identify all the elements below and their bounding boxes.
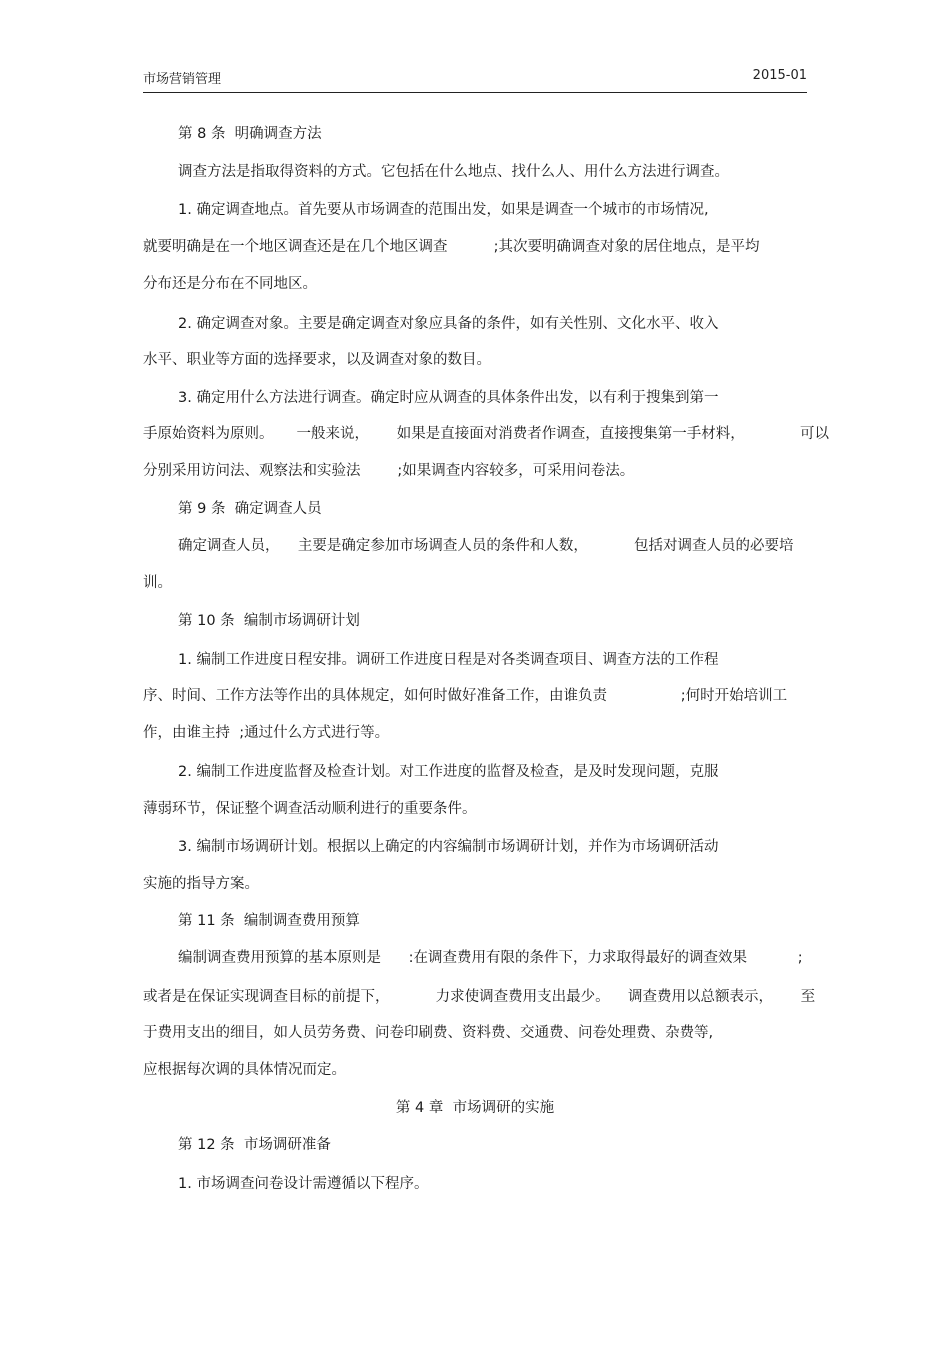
article-11-heading: 第 11 条 编制调查费用预算 <box>178 913 360 929</box>
page-header <box>143 68 807 93</box>
header-date: 2015-01 <box>752 68 807 83</box>
paragraph-line: 1. 确定调查地点。首先要从市场调查的范围出发，如果是调查一个城市的市场情况, <box>178 202 709 218</box>
paragraph-line: 编制调查费用预算的基本原则是 :在调查费用有限的条件下，力求取得最好的调查效果 ; <box>178 950 803 966</box>
paragraph-line: 或者是在保证实现调查目标的前提下， 力求使调查费用支出最少。 调查费用以总额表示， 至 <box>143 989 816 1005</box>
paragraph-line: 1. 编制工作进度日程安排。调研工作进度日程是对各类调查项目、调查方法的工作程 <box>178 652 719 668</box>
header-title: 市场营销管理 <box>143 72 222 87</box>
paragraph-line: 序、时间、工作方法等作出的具体规定，如何时做好准备工作，由谁负责 ;何时开始培训工 <box>143 688 788 704</box>
article-9-heading: 第 9 条 确定调查人员 <box>178 501 322 517</box>
paragraph-line: 分布还是分布在不同地区。 <box>143 276 317 292</box>
paragraph-line: 2. 编制工作进度监督及检查计划。对工作进度的监督及检查，是及时发现问题，克服 <box>178 764 719 780</box>
paragraph-line: 水平、职业等方面的选择要求，以及调查对象的数目。 <box>143 352 491 368</box>
paragraph-line: 手原始资料为原则。 一般来说， 如果是直接面对消费者作调查，直接搜集第一手材料， 可以 <box>143 426 830 442</box>
paragraph-line: 训。 <box>143 575 172 591</box>
article-12-heading: 第 12 条 市场调研准备 <box>178 1137 331 1153</box>
paragraph-line: 分别采用访问法、观察法和实验法 ;如果调查内容较多，可采用问卷法。 <box>143 463 635 479</box>
paragraph-line: 应根据每次调的具体情况而定。 <box>143 1062 346 1078</box>
paragraph-line: 3. 确定用什么方法进行调查。确定时应从调查的具体条件出发，以有利于搜集到第一 <box>178 390 719 406</box>
chapter-4-heading: 第 4 章 市场调研的实施 <box>395 1100 555 1116</box>
paragraph-line: 2. 确定调查对象。主要是确定调查对象应具备的条件，如有关性别、文化水平、收入 <box>178 316 719 332</box>
paragraph-line: 就要明确是在一个地区调查还是在几个地区调查 ;其次要明确调查对象的居住地点，是平均 <box>143 239 760 255</box>
article-10-heading: 第 10 条 编制市场调研计划 <box>178 613 360 629</box>
paragraph-line: 薄弱环节，保证整个调查活动顺利进行的重要条件。 <box>143 801 477 817</box>
paragraph-line: 确定调查人员， 主要是确定参加市场调查人员的条件和人数， 包括对调查人员的必要培 <box>178 538 794 554</box>
paragraph-line: 作，由谁主持 ;通过什么方式进行等。 <box>143 725 390 741</box>
paragraph-line: 调查方法是指取得资料的方式。它包括在什么地点、找什么人、用什么方法进行调查。 <box>178 164 729 180</box>
paragraph-line: 3. 编制市场调研计划。根据以上确定的内容编制市场调研计划，并作为市场调研活动 <box>178 839 719 855</box>
paragraph-line: 实施的指导方案。 <box>143 876 259 892</box>
paragraph-line: 于费用支出的细目，如人员劳务费、问卷印刷费、资料费、交通费、问卷处理费、杂费等, <box>143 1025 714 1041</box>
paragraph-line: 1. 市场调查问卷设计需遵循以下程序。 <box>178 1176 429 1192</box>
article-8-heading: 第 8 条 明确调查方法 <box>178 126 322 142</box>
